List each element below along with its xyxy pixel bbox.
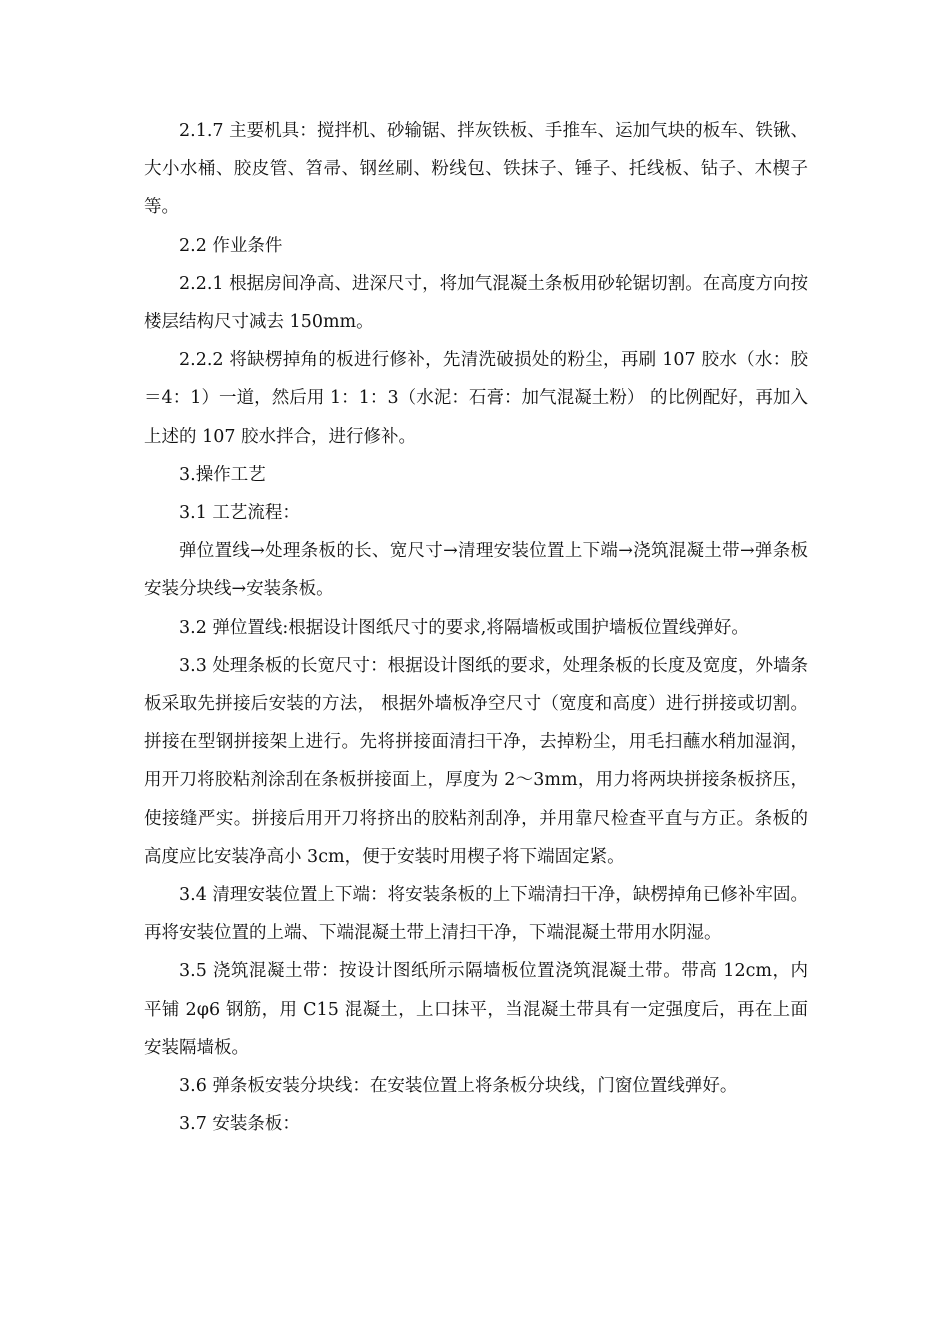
heading-2-2-work-conditions: 2.2 作业条件 (179, 235, 283, 256)
paragraph-3-4: 3.4 清理安装位置上下端：将安装条板的上下端清扫干净，缺楞掉角已修补牢固。再将安装位置的上端、下端混凝土带上清扫干净，下端混凝土带用水阴湿。 (144, 885, 808, 944)
paragraph-3-5: 3.5 浇筑混凝土带：按设计图纸所示隔墙板位置浇筑混凝土带。带高 12cm，内平铺 2φ6 钢筋，用 C15 混凝土，上口抹平，当混凝土带具有一定强度后，再在上面安装隔墙板。 (144, 961, 808, 1058)
document-body (144, 112, 808, 1143)
heading-3-operation-process: 3.操作工艺 (179, 464, 266, 485)
paragraph-3-6: 3.6 弹条板安装分块线：在安装位置上将条板分块线，门窗位置线弹好。 (179, 1076, 738, 1097)
paragraph-2-2-2: 2.2.2 将缺楞掉角的板进行修补，先清洗破损处的粉尘，再刷 107 胶水（水：胶＝4：1）一道，然后用 1：1：3（水泥：石膏：加气混凝土粉） 的比例配好，再加入上述的 107 胶水拌合，进行修补。 (144, 350, 808, 447)
heading-3-7-install-panels: 3.7 安装条板： (179, 1114, 300, 1135)
paragraph-2-1-7-main-tools: 2.1.7 主要机具：搅拌机、砂输锯、拌灰铁板、手推车、运加气块的板车、铁锹、大小水桶、胶皮管、笤帚、钢丝刷、粉线包、铁抹子、锤子、托线板、钻子、木楔子等。 (144, 121, 808, 218)
paragraph-2-2-1: 2.2.1 根据房间净高、进深尺寸，将加气混凝土条板用砂轮锯切割。在高度方向按楼层结构尺寸减去 150mm。 (144, 273, 808, 333)
paragraph-process-flow: 弹位置线→处理条板的长、宽尺寸→清理安装位置上下端→浇筑混凝土带→弹条板安装分块线→安装条板。 (144, 541, 808, 600)
paragraph-3-3: 3.3 处理条板的长宽尺寸：根据设计图纸的要求，处理条板的长度及宽度，外墙条板采取先拼接后安装的方法， 根据外墙板净空尺寸（宽度和高度）进行拼接或切割。拼接在型钢拼接架上进行。先将拼接面清扫干净，去掉粉尘，用毛扫蘸水稍加湿润，用开刀将胶粘剂涂刮在条板拼接面上，厚度为 2～3mm，用力将两块拼接条板挤压，使接缝严实。拼接后用开刀将挤出的胶粘剂刮净，并用靠尺检查平直与方正。条板的高度应比安装净高小 3cm，便于安装时用楔子将下端固定紧。 (144, 655, 808, 867)
heading-3-1-process-flow: 3.1 工艺流程： (179, 503, 300, 524)
paragraph-3-2: 3.2 弹位置线:根据设计图纸尺寸的要求,将隔墙板或围护墙板位置线弹好。 (179, 617, 749, 638)
